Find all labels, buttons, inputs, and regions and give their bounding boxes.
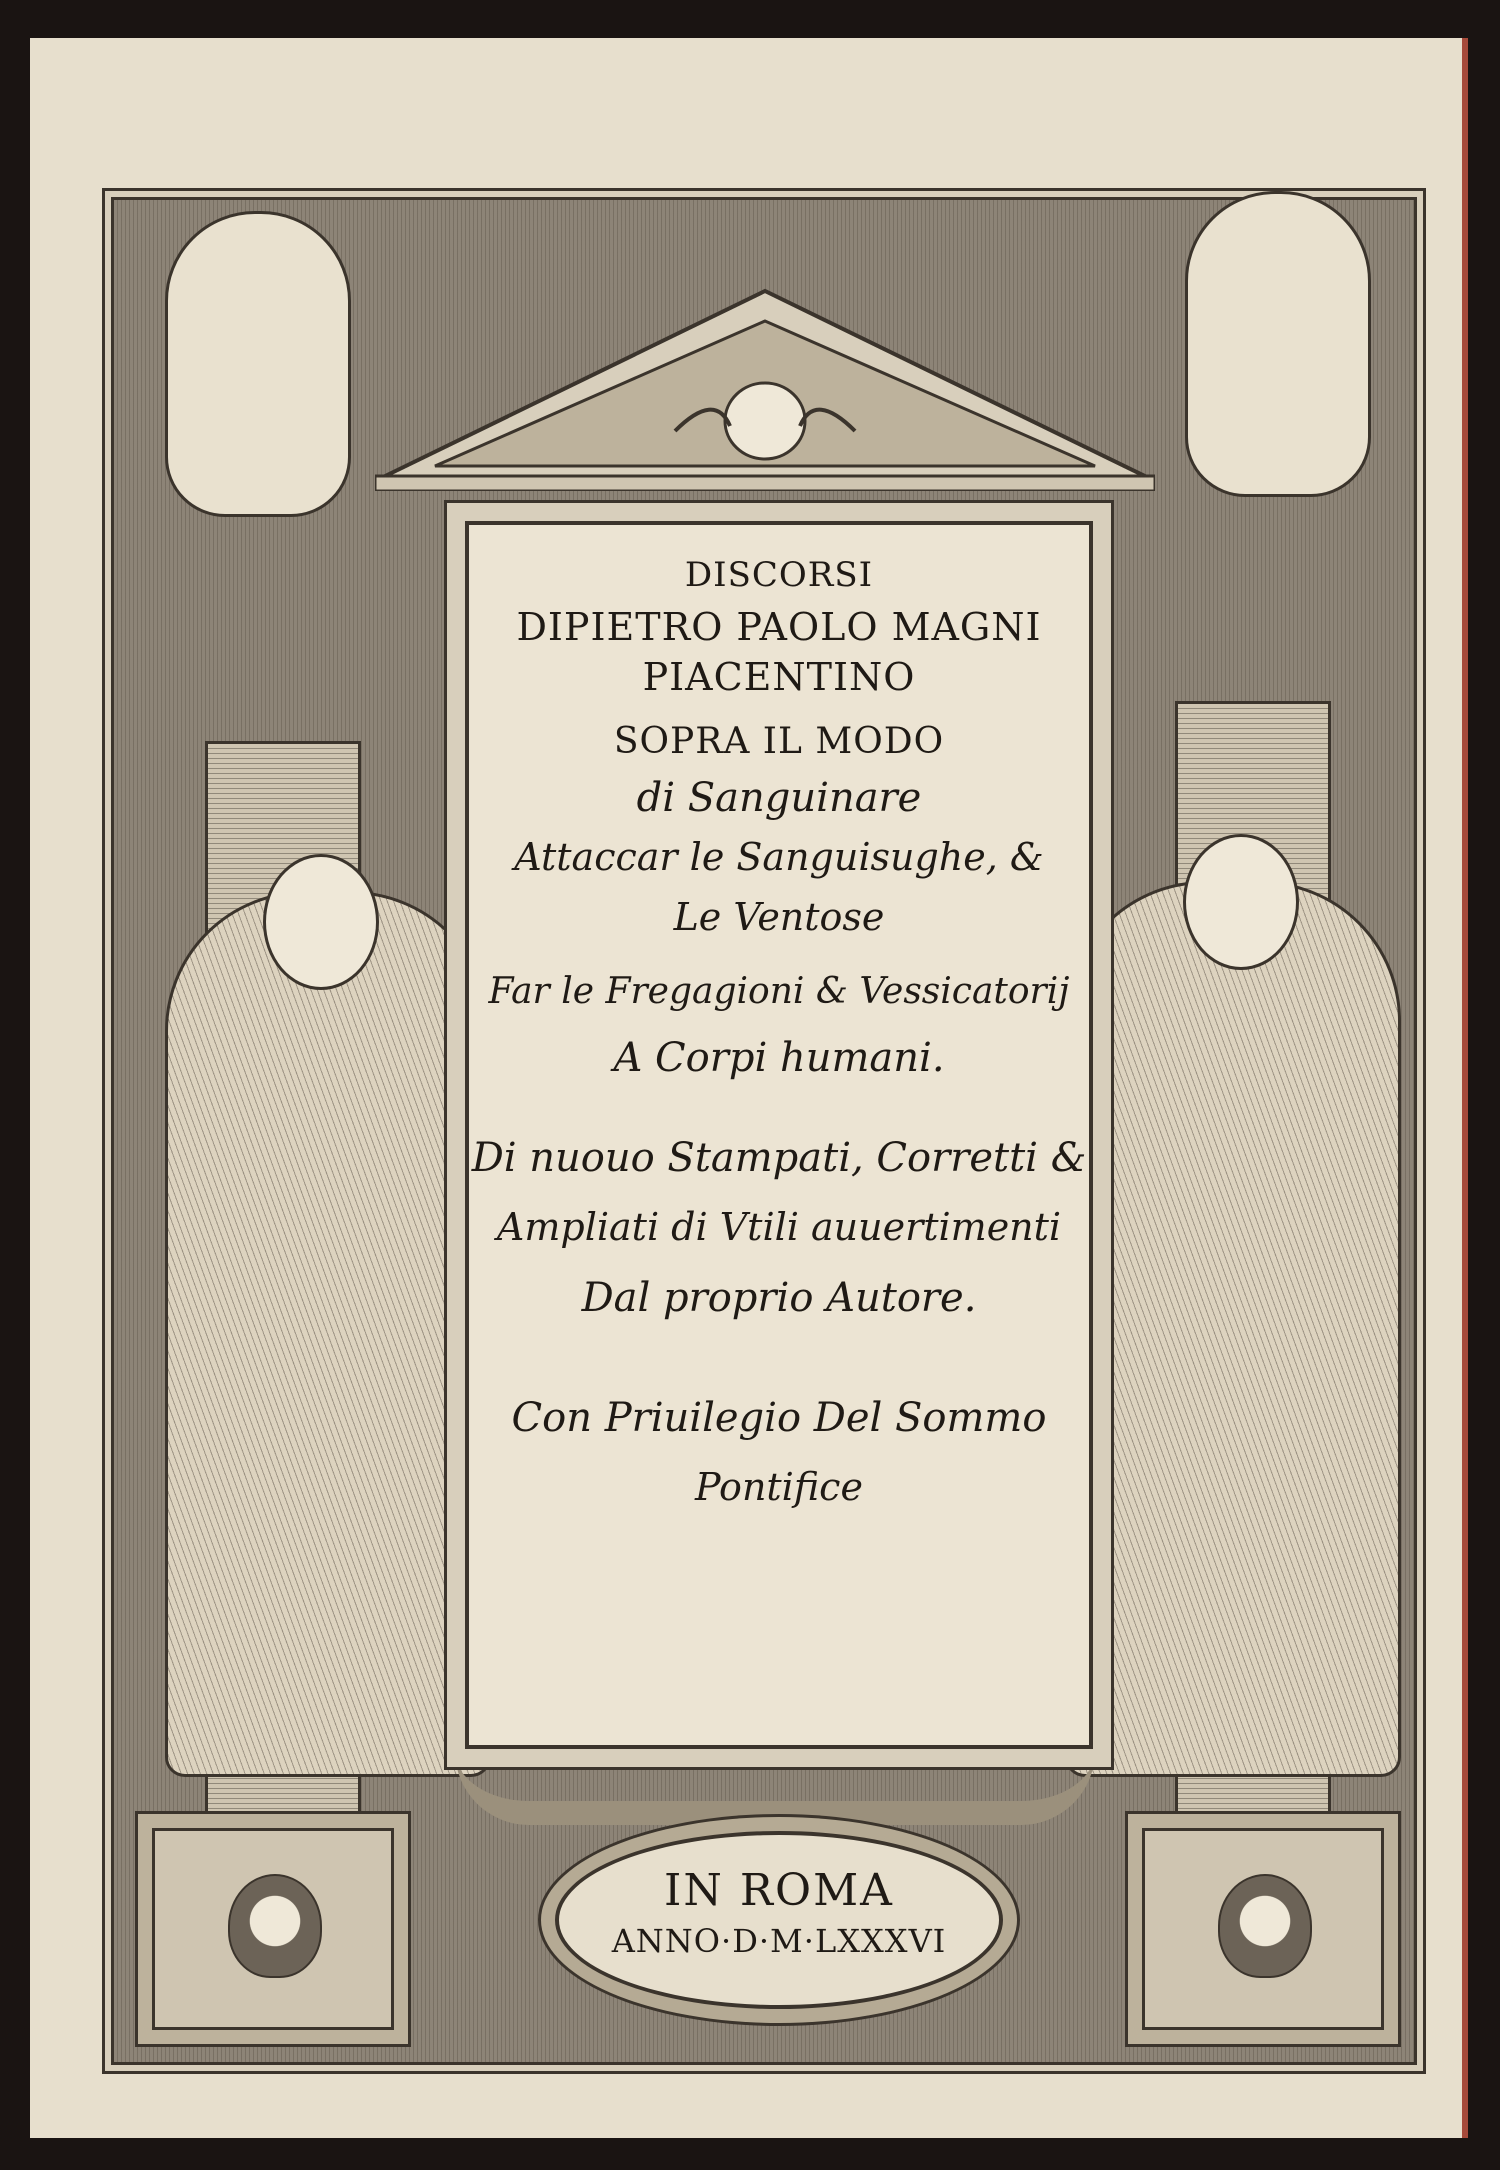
cherub-left — [165, 211, 351, 517]
title-line-5: di Sanguinare — [636, 775, 922, 821]
title-text — [469, 525, 1089, 1745]
title-tablet — [465, 521, 1093, 1749]
figure-head-left — [263, 854, 379, 990]
garland-ornament — [455, 1751, 1095, 1825]
imprint-place: IN ROMA — [664, 1865, 894, 1916]
figure-head-right — [1183, 834, 1299, 970]
title-line-1: DISCORSI — [684, 555, 874, 595]
title-line-4: SOPRA IL MODO — [613, 721, 945, 762]
title-line-13: Con Priuilegio Del Sommo — [511, 1395, 1047, 1441]
title-line-11: Ampliati di Vtili auuertimenti — [496, 1205, 1062, 1249]
mask-ornament-left — [228, 1874, 322, 1978]
title-line-10: Di nuouo Stampati, Corretti & — [471, 1135, 1087, 1181]
title-line-12: Dal proprio Autore. — [581, 1275, 977, 1321]
title-line-8: Far le Fregagioni & Vessicatorij — [488, 971, 1070, 1012]
imprint-cartouche — [555, 1831, 1003, 2009]
title-line-9: A Corpi humani. — [613, 1035, 945, 1081]
mask-ornament-right — [1218, 1874, 1312, 1978]
saint-figure-left — [165, 891, 491, 1777]
engraved-frontispiece — [102, 188, 1426, 2074]
cherub-right — [1185, 191, 1371, 497]
imprint-year: ANNO·D·M·LXXXVI — [611, 1922, 947, 1960]
title-line-2: DIPIETRO PAOLO MAGNI — [516, 605, 1042, 649]
pedestal-left — [135, 1811, 411, 2047]
saint-figure-right — [1065, 881, 1401, 1777]
title-line-6: Attaccar le Sanguisughe, & — [514, 835, 1044, 879]
title-line-7: Le Ventose — [673, 895, 885, 939]
title-line-3: PIACENTINO — [642, 655, 916, 699]
pediment-ornament — [375, 281, 1155, 491]
pedestal-right — [1125, 1811, 1401, 2047]
title-page — [30, 38, 1468, 2138]
title-line-14: Pontifice — [695, 1465, 863, 1509]
